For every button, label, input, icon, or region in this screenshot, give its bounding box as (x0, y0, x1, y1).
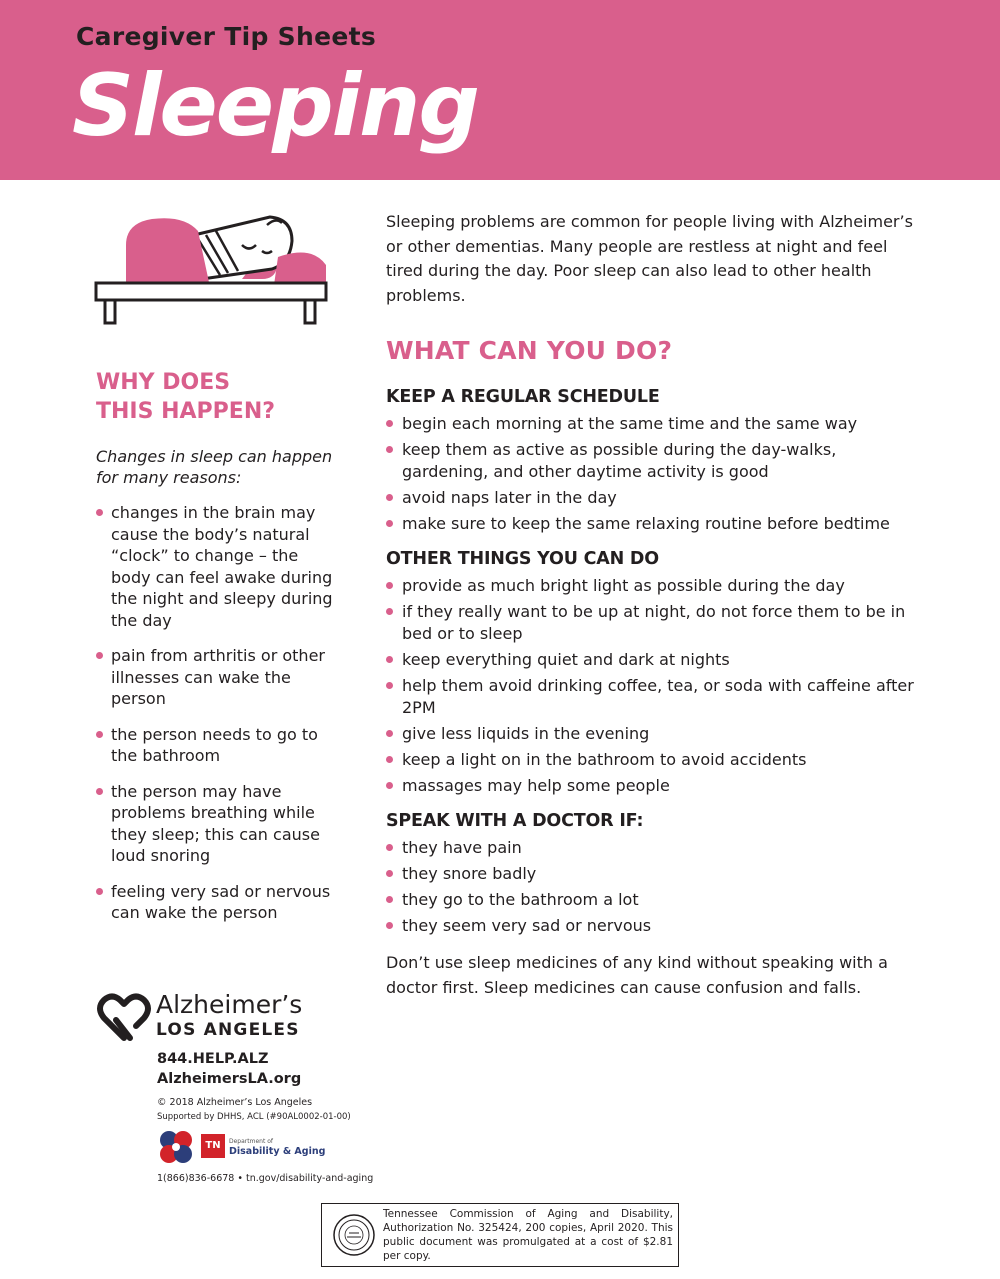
phone-number: 844.HELP.ALZ (157, 1051, 269, 1067)
closing-paragraph: Don’t use sleep medicines of any kind without speaking with a doctor first. Sleep medicines can cause confusion and falls. (386, 953, 888, 997)
doctor-list (386, 837, 916, 937)
tn-division-label: Disability & Aging (229, 1146, 326, 1157)
support-text: Supported by DHHS, ACL (#90AL0002-01-00) (157, 1112, 351, 1122)
tn-department-label: Department of (229, 1138, 273, 1145)
main-content (386, 210, 916, 1000)
list-item: they go to the bathroom a lot (386, 889, 916, 911)
list-item: the person may have problems breathing while they sleep; this can cause loud snoring (96, 781, 336, 867)
notice-text: Tennessee Commission of Aging and Disability, Authorization No. 325424, 200 copies, April 2020. This public document was promulgated at a cost of $2.81 per copy. (383, 1208, 673, 1262)
tn-logo-icon: TN (201, 1134, 225, 1158)
list-item: pain from arthritis or other illnesses can wake the person (96, 645, 336, 710)
list-item: provide as much bright light as possible during the day (386, 575, 916, 597)
other-things-list (386, 575, 916, 797)
list-item: massages may help some people (386, 775, 916, 797)
list-item: if they really want to be up at night, do not force them to be in bed or to sleep (386, 601, 916, 645)
why-section (96, 368, 336, 938)
why-heading-line2: THIS HAPPEN? (96, 399, 275, 424)
schedule-heading: KEEP A REGULAR SCHEDULE (386, 387, 660, 407)
why-heading-line1: WHY DOES (96, 370, 231, 395)
list-item: they snore badly (386, 863, 916, 885)
why-intro: Changes in sleep can happen for many reasons: (96, 447, 333, 487)
list-item: they have pain (386, 837, 916, 859)
list-item: avoid naps later in the day (386, 487, 916, 509)
list-item: keep them as active as possible during the day-walks, gardening, and other daytime activity is good (386, 439, 916, 483)
list-item: begin each morning at the same time and the same way (386, 413, 916, 435)
list-item: the person needs to go to the bathroom (96, 724, 336, 767)
list-item: feeling very sad or nervous can wake the person (96, 881, 336, 924)
helpline-text: 1(866)836-6678 • tn.gov/disability-and-aging (157, 1173, 374, 1184)
org-city: LOS ANGELES (156, 1020, 300, 1040)
other-things-heading: OTHER THINGS YOU CAN DO (386, 549, 659, 569)
list-item: help them avoid drinking coffee, tea, or soda with caffeine after 2PM (386, 675, 916, 719)
copyright-text: © 2018 Alzheimer’s Los Angeles (157, 1097, 313, 1108)
list-item: they seem very sad or nervous (386, 915, 916, 937)
puzzle-brain-logo-icon (157, 1128, 195, 1166)
authorization-notice (321, 1203, 679, 1267)
series-kicker: Caregiver Tip Sheets (76, 22, 377, 51)
list-item: changes in the brain may cause the body’s natural “clock” to change – the body can feel awake during the night and sleepy during the day (96, 502, 336, 631)
contact-block (157, 1049, 377, 1124)
org-name: Alzheimer’s (156, 990, 303, 1019)
schedule-list (386, 413, 916, 535)
sleeping-person-illustration (92, 205, 332, 327)
list-item: make sure to keep the same relaxing routine before bedtime (386, 513, 916, 535)
doctor-heading: SPEAK WITH A DOCTOR IF: (386, 811, 644, 831)
alzheimers-heart-logo-icon (96, 992, 152, 1042)
page-title: Sleeping (72, 56, 478, 156)
list-item: keep a light on in the bathroom to avoid accidents (386, 749, 916, 771)
header-banner (0, 0, 1000, 180)
list-item: keep everything quiet and dark at nights (386, 649, 916, 671)
why-heading (96, 368, 336, 426)
reasons-list (96, 502, 336, 924)
list-item: give less liquids in the evening (386, 723, 916, 745)
intro-paragraph: Sleeping problems are common for people living with Alzheimer’s or other dementias. Many people are restless at night and feel tired during the day. Poor sleep can also lead to other health problems. (386, 212, 913, 305)
website-link[interactable]: AlzheimersLA.org (157, 1071, 302, 1087)
what-heading: WHAT CAN YOU DO? (386, 336, 673, 365)
state-seal-icon (332, 1213, 376, 1257)
